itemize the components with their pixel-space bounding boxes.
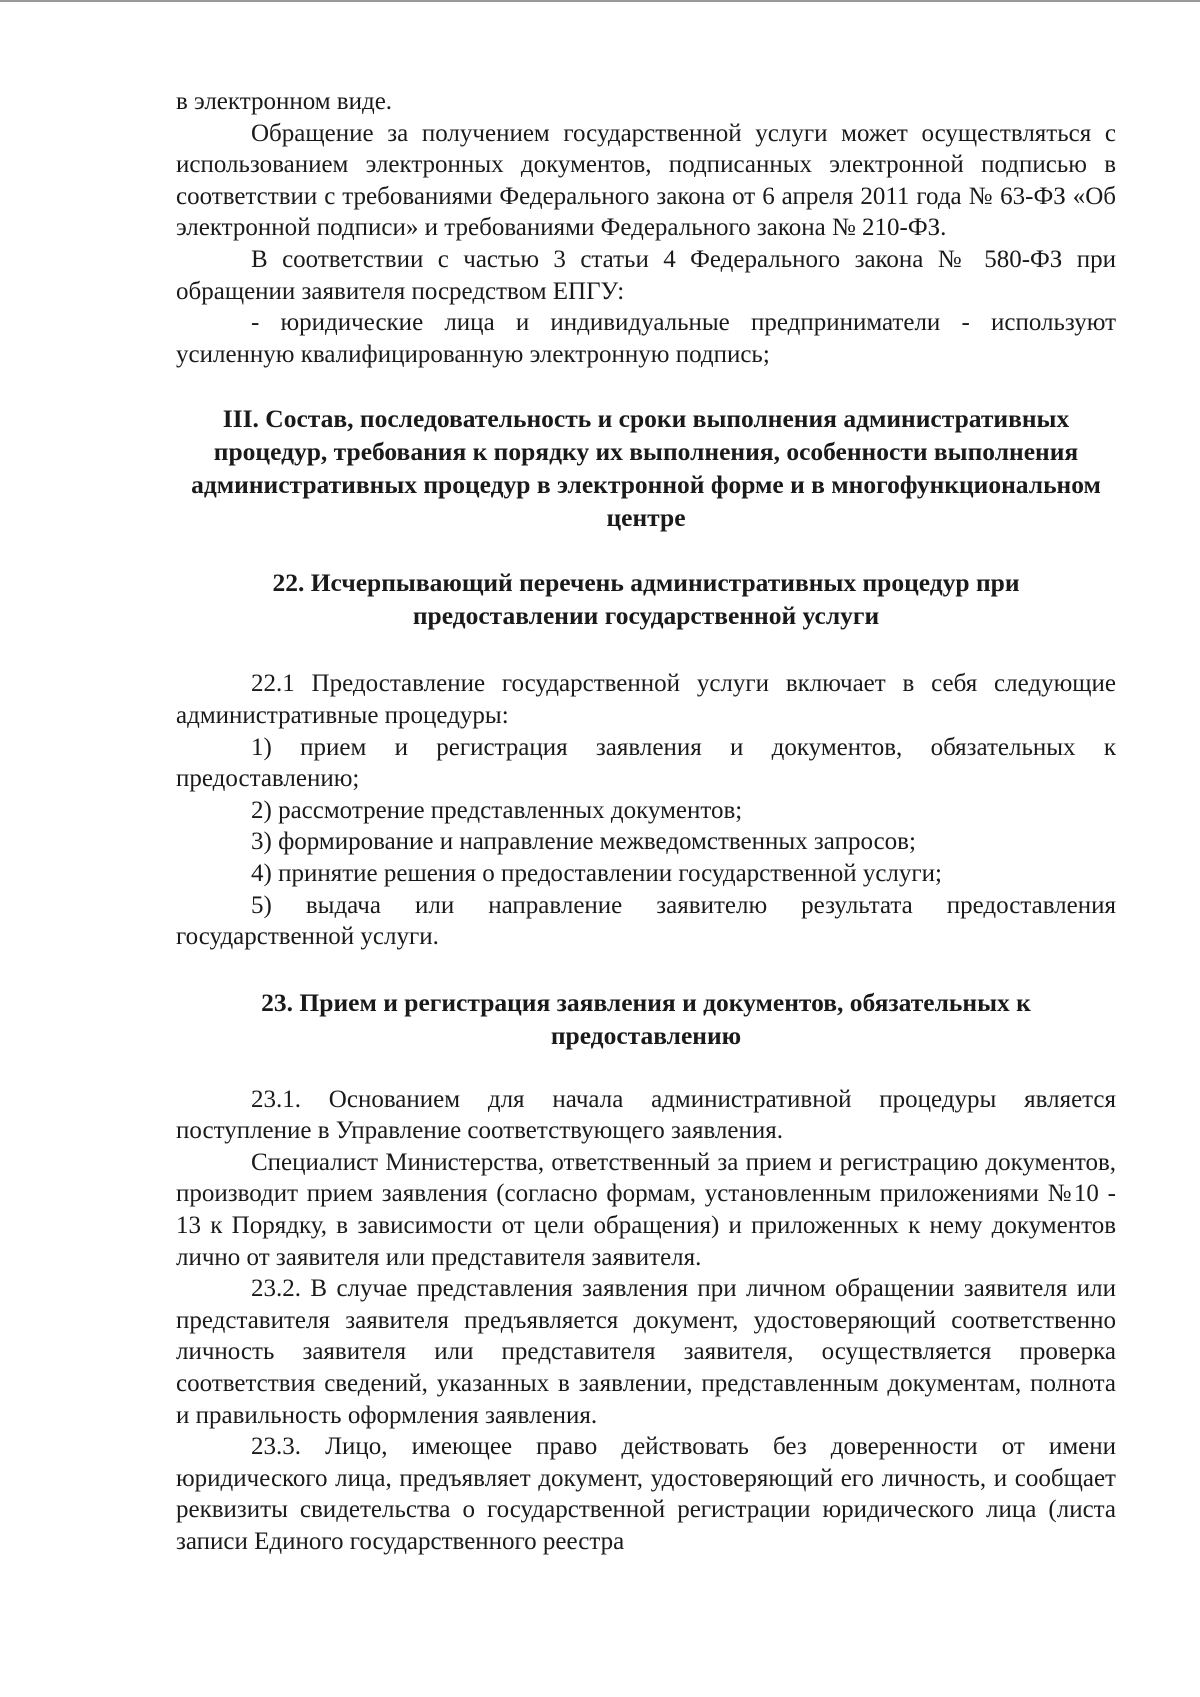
specialist-paragraph: Специалист Министерства, ответственный за прием и регистрацию документов, производит прием заявления (согласно формам, установленным приложениями №10 - 13 к Порядку, в зависимости от цели обращения) и приложенных к нему документов лично от заявителя или представителя заявителя. bbox=[176, 1148, 1116, 1271]
accordance-paragraph: В соответствии с частью 3 статьи 4 Федерального закона № 580-ФЗ при обращении заявителя посредством ЕПГУ: bbox=[176, 245, 1116, 305]
legal-entities-paragraph: - юридические лица и индивидуальные предприниматели - используют усиленную квалифицированную электронную подпись; bbox=[176, 309, 1116, 368]
document-page bbox=[176, 86, 1116, 1558]
procedure-item-4: 4) принятие решения о предоставлении государственной услуги; bbox=[251, 859, 942, 887]
procedure-item-1: 1) прием и регистрация заявления и документов, обязательных к предоставлению; bbox=[176, 733, 1116, 793]
appeal-paragraph: Обращение за получением государственной услуги может осуществляться с использованием электронных документов, подписанных электронной подписью в соответствии с требованиями Федерального закона от 6 апреля 2011 года № 63-ФЗ «Об электронной подписи» и требованиями Федерального закона № 210-ФЗ. bbox=[176, 119, 1116, 242]
section-3-heading: III. Состав, последовательность и сроки выполнения административных процедур, требования к порядку их выполнения, особенности выполнения административных процедур в электронной форме и в многофункциональном центре bbox=[191, 404, 1101, 533]
procedure-item-5: 5) выдача или направление заявителю результата предоставления государственной услуги. bbox=[176, 891, 1116, 951]
section-22-heading: 22. Исчерпывающий перечень административных процедур при предоставлении государственной услуги bbox=[272, 568, 1020, 631]
paragraph-23-2: 23.2. В случае представления заявления при личном обращении заявителя или представителя заявителя предъявляется документ, удостоверяющий соответственно личность заявителя или представителя заявителя, осуществляется проверка соответствия сведений, указанных в заявлении, представленным документам, полнота и правильность оформления заявления. bbox=[176, 1275, 1116, 1429]
procedure-item-3: 3) формирование и направление межведомственных запросов; bbox=[251, 828, 916, 856]
procedure-item-2: 2) рассмотрение представленных документов; bbox=[251, 796, 743, 824]
intro-tail-line: в электронном виде. bbox=[176, 88, 393, 115]
paragraph-23-3: 23.3. Лицо, имеющее право действовать без доверенности от имени юридического лица, предъявляет документ, удостоверяющий его личность, и сообщает реквизиты свидетельства о государственной регистрации юридического лица (листа записи Единого государственного реестра bbox=[176, 1433, 1116, 1555]
paragraph-23-1: 23.1. Основанием для начала административной процедуры является поступление в Управление соответствующего заявления. bbox=[176, 1085, 1116, 1145]
section-22-intro: 22.1 Предоставление государственной услуги включает в себя следующие административные процедуры: bbox=[176, 670, 1116, 729]
page-top-edge bbox=[0, 0, 1200, 2]
section-23-heading: 23. Прием и регистрация заявления и документов, обязательных к предоставлению bbox=[261, 987, 1031, 1050]
